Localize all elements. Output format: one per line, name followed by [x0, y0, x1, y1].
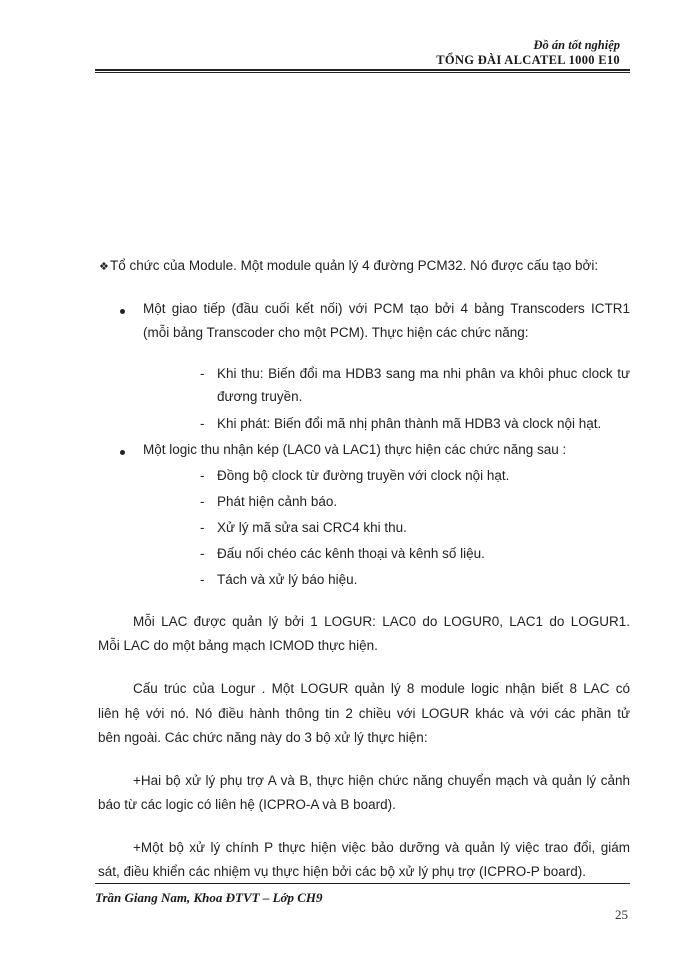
- para2-line2: liên hệ với nó. Nó điều hành thông tin 2 chiều với LOGUR khác và với các phần tử: [98, 706, 630, 721]
- dash7-line: Tách và xử lý báo hiệu.: [217, 572, 358, 587]
- para3-line1: +Hai bộ xử lý phụ trợ A và B, thực hiện chức năng chuyển mạch và quản lý cảnh: [133, 773, 630, 788]
- dash-marker: -: [200, 468, 205, 483]
- diamond-bullet-icon: ❖: [99, 260, 109, 273]
- para4-line1: +Một bộ xử lý chính P thực hiện việc bảo dưỡng và quản lý việc trao đổi, giám: [133, 840, 630, 855]
- dash-marker: -: [200, 416, 205, 431]
- dash-marker: -: [200, 520, 205, 535]
- dash-marker: -: [200, 572, 205, 587]
- dash1-line1: Khi thu: Biến đổi ma HDB3 sang ma nhi phân va khôi phuc clock tư: [217, 366, 630, 381]
- bullet-icon: [120, 309, 125, 314]
- bullet-icon: [120, 450, 125, 455]
- para4-line2: sát, điều khiển các nhiệm vụ thực hiện bởi các bộ xử lý phụ trợ (ICPRO-P board).: [98, 864, 586, 879]
- para3-line2: báo từ các logic có liên hệ (ICPRO-A và B board).: [98, 797, 396, 812]
- bullet1-line1: Một giao tiếp (đầu cuối kết nối) với PCM tạo bởi 4 bảng Transcoders ICTR1: [143, 301, 630, 316]
- dash3-line: Đồng bộ clock từ đường truyền với clock nội hạt.: [217, 468, 510, 483]
- para2-line3: bên ngoài. Các chức năng này do 3 bộ xử lý thực hiện:: [98, 730, 428, 745]
- header-title: Đồ án tốt nghiệp: [533, 38, 620, 52]
- page-number: 25: [615, 907, 628, 922]
- dash-marker: -: [200, 366, 205, 381]
- para2-line1: Cấu trúc của Logur . Một LOGUR quản lý 8 module logic nhận biết 8 LAC có: [133, 681, 630, 696]
- dash4-line: Phát hiện cảnh báo.: [217, 494, 338, 509]
- dash1-line2: đương truyền.: [217, 389, 303, 404]
- para1-line1: Mỗi LAC được quản lý bởi 1 LOGUR: LAC0 do LOGUR0, LAC1 do LOGUR1.: [133, 614, 630, 629]
- bullet1-line2: (mỗi bảng Transcoder cho một PCM). Thực hiện các chức năng:: [143, 325, 529, 340]
- dash6-line: Đấu nối chéo các kênh thoại và kênh số liệu.: [217, 546, 485, 561]
- para1-line2: Mỗi LAC do một bảng mạch ICMOD thực hiện.: [98, 638, 378, 653]
- dash-marker: -: [200, 494, 205, 509]
- dash5-line: Xử lý mã sửa sai CRC4 khi thu.: [217, 520, 407, 535]
- footer-rule: [95, 883, 630, 884]
- intro-line: Tổ chức của Module. Một module quản lý 4 đường PCM32. Nó được cấu tạo bởi:: [110, 258, 599, 273]
- dash2-line: Khi phát: Biến đổi mã nhị phân thành mã HDB3 và clock nội hạt.: [217, 416, 602, 431]
- footer-author: Trần Giang Nam, Khoa ĐTVT – Lớp CH9: [95, 890, 323, 905]
- dash-marker: -: [200, 546, 205, 561]
- header-rule-thin: [95, 72, 630, 73]
- header-rule: [95, 69, 630, 71]
- bullet2-line: Một logic thu nhận kép (LAC0 và LAC1) thực hiện các chức năng sau :: [143, 442, 567, 457]
- header-subtitle: TỔNG ĐÀI ALCATEL 1000 E10: [436, 53, 620, 67]
